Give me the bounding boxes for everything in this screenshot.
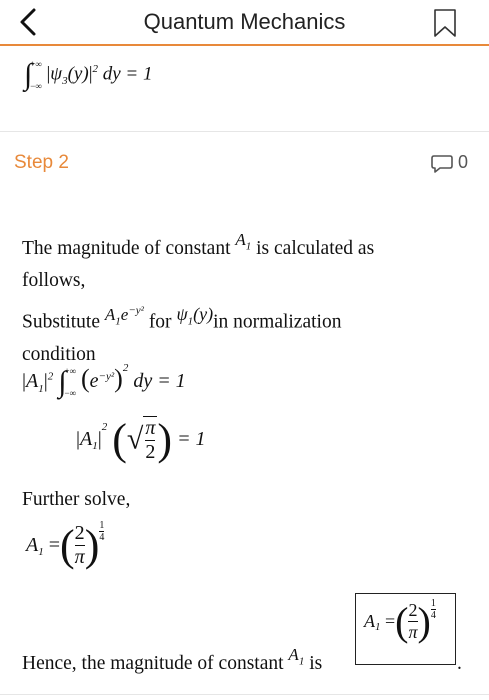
equation-2: $|A_1|^2$ (√ $\frac{\pi}{2}$ ) = 1: [76, 415, 206, 464]
divider: [0, 131, 489, 132]
in-normalization-word: in normalization: [213, 311, 342, 333]
psi-index: 3: [62, 75, 68, 88]
equation-1: $|A_1|^2$ ∫+∞ −∞ $(e^{-y^2})^2$ dy = 1: [22, 362, 186, 399]
is-word: is: [309, 653, 323, 674]
condition-word: condition: [22, 344, 96, 366]
step-label: Step 2: [14, 152, 69, 173]
substitute-text: Substitute $A_1e^{-y^2}$ for $\psi_1(y)in$ normalization condition: [22, 303, 342, 366]
substitute-word: Substitute: [22, 311, 101, 333]
for-word: for: [148, 311, 172, 333]
eq-tail: dy = 1: [102, 63, 153, 85]
equation-3: $A_1$ =( $\frac{2}{\pi}$ ) $\frac{1}{4}$: [26, 520, 105, 570]
bottom-divider: [0, 694, 489, 695]
comment-icon: [430, 152, 454, 176]
hence-text: Hence, the magnitude of constant: [22, 653, 284, 674]
period: .: [457, 653, 462, 674]
previous-equation: ∫+∞ −∞ $|\psi_3(y)|^2$ dy = 1: [24, 58, 153, 91]
bookmark-icon[interactable]: [433, 8, 457, 38]
comment-count: 0: [458, 152, 469, 172]
text-line2: follows,: [22, 270, 86, 292]
psi-variable: (y): [67, 63, 89, 85]
solution-intro: The magnitude of constant $A_1$ is calculated as follows,: [22, 230, 375, 292]
upper-limit: +∞: [30, 58, 42, 69]
lower-limit: −∞: [30, 80, 42, 91]
comment-button[interactable]: [430, 152, 480, 176]
power: 2: [92, 63, 98, 76]
page-title: Quantum Mechanics: [143, 9, 346, 34]
psi-symbol: ψ: [50, 63, 63, 85]
answer-box: $A_1$ =( $\frac{2}{\pi}$ ) $\frac{1}{4}$: [355, 593, 456, 665]
further-solve-text: Further solve,: [22, 489, 131, 510]
text-line1-tail: is calculated as: [256, 238, 375, 259]
text-line1: The magnitude of constant: [22, 238, 231, 259]
app-header: [0, 0, 489, 46]
final-answer-text: Hence, the magnitude of constant $A_1$ is: [22, 645, 323, 674]
